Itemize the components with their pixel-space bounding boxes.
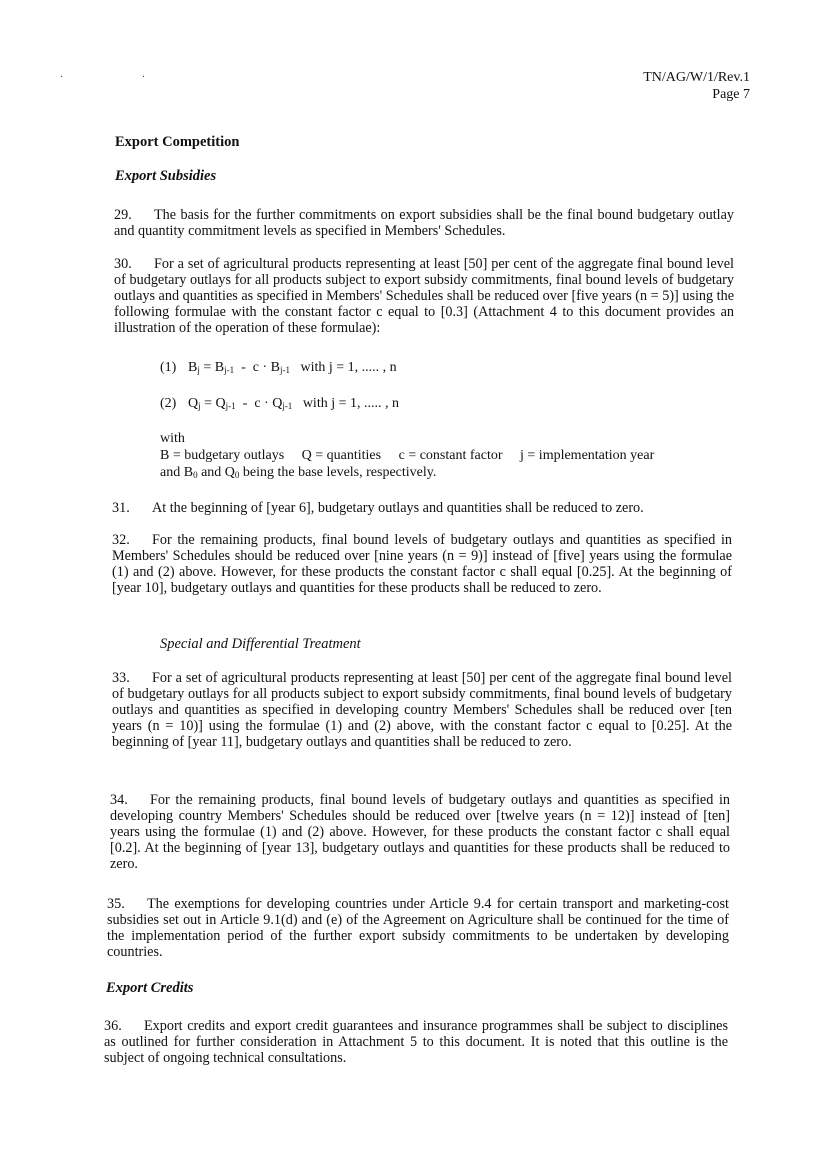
paragraph-33 <box>112 670 732 750</box>
paragraph-29 <box>114 207 734 239</box>
paragraph-31 <box>112 500 732 516</box>
paragraph-34 <box>110 792 730 872</box>
heading-export-credits: Export Credits <box>106 980 194 996</box>
paragraph-text: The exemptions for developing countries under Article 9.4 for certain transport and marketing-cost subsidies set out in Article 9.1(d) and (e) of the Agreement on Agriculture shall be continued for the time of the implementation period of the further export subsidy commitments to be undertaken by developing countries. <box>107 896 729 960</box>
formula-definitions <box>160 430 720 481</box>
base-levels-line: and $B_0$ and $Q_0$ being the base levels, respectively. <box>160 465 437 480</box>
formula-2: (2) $Q_j = Q_{j-1} - c \cdot Q_{j-1}$ with j = 1, ..... , n <box>160 396 399 411</box>
paragraph-35 <box>107 896 729 960</box>
paragraph-36 <box>104 1018 728 1066</box>
paragraph-number: 30. <box>114 256 132 272</box>
page-number: Page 7 <box>712 87 750 102</box>
paragraph-number: 31. <box>112 500 130 516</box>
paragraph-text: For the remaining products, final bound levels of budgetary outlays and quantities as specified in Members' Schedules should be reduced over [nine years (n = 9)] instead of [five] years using the formulae (1) and (2) above. However, for these products the constant factor c shall equal [0.25]. At the beginning of [year 10], budgetary outlays and quantities for these products shall be reduced to zero. <box>112 532 732 596</box>
paragraph-32 <box>112 532 732 596</box>
formula-1: (1) $B_j = B_{j-1} - c \cdot B_{j-1}$ with j = 1, ..... , n <box>160 360 397 375</box>
paragraph-number: 36. <box>104 1018 122 1034</box>
paragraph-text: For a set of agricultural products representing at least [50] per cent of the aggregate final bound level of budgetary outlays for all products subject to export subsidy commitments, final bound levels of budgetary outlays and quantities as specified in Members' Schedules shall be reduced over [five years (n = 5)] using the following formulae with the constant factor c equal to [0.3] (Attachment 4 to this document provides an illustration of the operation of these formulae): <box>114 256 734 336</box>
paragraph-number: 32. <box>112 532 130 548</box>
paragraph-number: 35. <box>107 896 125 912</box>
formula-range: with j = 1, ..... , n <box>300 360 397 375</box>
document-symbol: TN/AG/W/1/Rev.1 <box>643 70 750 85</box>
heading-export-subsidies: Export Subsidies <box>115 168 217 184</box>
paragraph-text: The basis for the further commitments on export subsidies shall be the final bound budgetary outlay and quantity commitment levels as specified in Members' Schedules. <box>114 207 734 239</box>
paragraph-number: 33. <box>112 670 130 686</box>
def-b: B = budgetary outlays <box>160 448 285 463</box>
with-word: with <box>160 431 185 446</box>
formula-range: with j = 1, ..... , n <box>302 396 399 411</box>
paragraph-text: For the remaining products, final bound levels of budgetary outlays and quantities as specified in developing country Members' Schedules should be reduced over [twelve years (n = 12)] instead of [ten] years using the formulae (1) and (2) above. However, for these products the constant factor c shall equal [0.2]. At the beginning of [year 13], budgetary outlays and quantities for these products shall be reduced to zero. <box>110 792 730 872</box>
paragraph-number: 34. <box>110 792 128 808</box>
def-j: j = implementation year <box>520 448 655 463</box>
paragraph-number: 29. <box>114 207 132 223</box>
paragraph-text: Export credits and export credit guarantees and insurance programmes shall be subject to disciplines as outlined for further consideration in Attachment 5 to this document. It is noted that this outline is the subject of ongoing technical consultations. <box>104 1018 728 1066</box>
paragraph-text: At the beginning of [year 6], budgetary outlays and quantities shall be reduced to zero. <box>152 500 644 516</box>
paragraph-30 <box>114 256 734 336</box>
heading-export-competition: Export Competition <box>115 134 240 150</box>
scan-specks: · · <box>60 72 184 83</box>
def-q: Q = quantities <box>301 448 382 463</box>
def-c: c = constant factor <box>398 448 503 463</box>
heading-special-treatment: Special and Differential Treatment <box>160 636 361 652</box>
page-header <box>643 69 750 103</box>
paragraph-text: For a set of agricultural products representing at least [50] per cent of the aggregate final bound level of budgetary outlays for all products subject to export subsidy commitments, final bound levels of budgetary outlays and quantities as specified in developing country Members' Schedules shall be reduced over [ten years (n = 10)] using the formulae (1) and (2) above, with the constant factor c equal to [0.25]. At the beginning of [year 11], budgetary outlays and quantities shall be reduced to zero. <box>112 670 732 750</box>
